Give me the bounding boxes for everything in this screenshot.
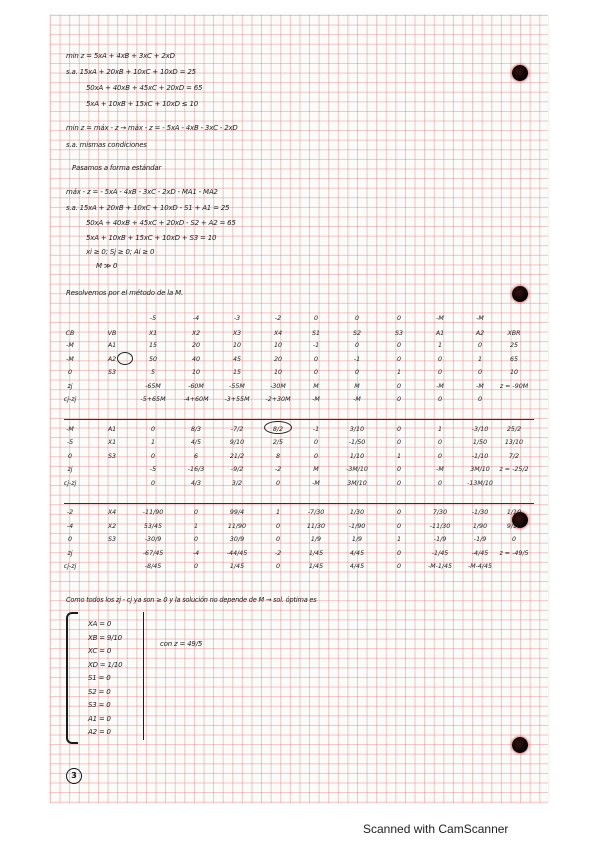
table-cell: 0 <box>396 315 402 322</box>
table-cell: 0 <box>396 563 402 570</box>
table-cell: 3/2 <box>231 479 243 487</box>
table-cell: -1 <box>312 425 320 433</box>
table-cell: 0 <box>396 425 402 433</box>
table-cell: -13M/10 <box>467 479 493 487</box>
solution-item: S1 = 0 <box>88 674 111 682</box>
table-cell: 0 <box>437 355 443 363</box>
table-cell: -1 <box>312 342 320 349</box>
table-cell: 50 <box>148 355 158 363</box>
table-cell: -1/9 <box>473 536 487 543</box>
table-cell: 2/5 <box>272 439 284 446</box>
table-cell: S3 <box>107 536 117 543</box>
table-cell: -5 <box>66 439 74 446</box>
table-cell: 0 <box>313 355 319 363</box>
table-cell: 25 <box>509 342 519 349</box>
table-cell: 0 <box>275 536 281 543</box>
table-cell: -55M <box>229 382 245 390</box>
table-cell: cj-zj <box>63 479 77 487</box>
table-cell: 11/90 <box>227 522 247 530</box>
table-cell: 4/45 <box>349 563 365 570</box>
table-cell: A2 <box>475 330 485 337</box>
table-cell: 0 <box>313 315 319 322</box>
table-cell: A2 <box>107 355 117 363</box>
table-cell: 8/3 <box>190 425 202 433</box>
table-cell: 65 <box>509 355 519 363</box>
table-cell: VB <box>107 330 117 337</box>
table-cell: -1/30 <box>471 509 489 516</box>
table-cell: 0 <box>396 509 402 516</box>
table-cell: -4/45 <box>471 549 489 557</box>
table-cell: -67/45 <box>142 549 164 557</box>
table-cell: -M-4/45 <box>467 563 493 570</box>
table-cell: -30/9 <box>144 536 162 543</box>
table-cell: 1 <box>477 355 483 363</box>
table-cell: 1/45 <box>308 549 324 557</box>
section-heading: Resolvemos por el método de la M. <box>66 289 183 297</box>
table-cell: X3 <box>232 330 242 337</box>
table-cell: 3/10 <box>349 425 365 433</box>
table-cell: 0 <box>437 452 443 460</box>
table-cell: -1 <box>353 355 361 363</box>
binder-hole-icon <box>512 286 528 302</box>
table-cell: 0 <box>396 466 402 473</box>
table-cell: -M <box>312 479 320 487</box>
scanner-watermark: Scanned with CamScanner <box>363 822 509 836</box>
table-divider <box>64 503 534 504</box>
table-cell: 53/45 <box>143 522 163 530</box>
table-cell: 3M/10 <box>470 466 490 473</box>
table-cell: -65M <box>145 382 161 390</box>
optimal-value: con z = 49/5 <box>160 640 203 648</box>
table-cell: 1/10 <box>349 452 365 460</box>
table-cell: -M <box>312 396 320 403</box>
table-cell: -1/90 <box>348 522 366 530</box>
table-cell: -44/45 <box>226 549 248 557</box>
table-cell: X2 <box>191 330 201 337</box>
table-cell: -M <box>476 315 484 322</box>
table-cell: 1 <box>275 509 281 516</box>
table-cell: S3 <box>107 369 117 376</box>
table-cell: 4/45 <box>349 549 365 557</box>
solution-item: XD = 1/10 <box>88 660 123 669</box>
solution-item: A1 = 0 <box>88 714 111 723</box>
table-cell: 20 <box>191 342 201 349</box>
table-cell: 0 <box>150 452 156 460</box>
table-cell: 0 <box>437 396 443 403</box>
table-cell: 1/50 <box>472 439 488 446</box>
table-cell: -2+30M <box>265 396 291 403</box>
table-cell: 0 <box>67 452 73 460</box>
table-cell: -8/45 <box>144 563 162 570</box>
table-cell: -4 <box>192 315 200 322</box>
table-cell: S1 <box>311 330 321 337</box>
solution-item: XC = 0 <box>88 647 112 655</box>
standard-form-line: 50xA + 40xB + 45xC + 20xD - S2 + A2 = 65 <box>86 219 236 227</box>
solution-item: A2 = 0 <box>88 728 111 736</box>
table-cell: 1 <box>396 536 402 543</box>
table-cell: 0 <box>313 369 319 376</box>
table-cell: 8 <box>275 452 281 460</box>
table-cell: 9/10 <box>506 522 522 530</box>
table-cell: 1/45 <box>308 563 324 570</box>
constraint-line: 50xA + 40xB + 45xC + 20xD = 65 <box>86 84 203 92</box>
table-cell: S3 <box>107 452 117 460</box>
solution-item: S2 = 0 <box>88 687 111 696</box>
page-number: 3 <box>66 768 82 784</box>
table-cell: 0 <box>67 536 73 543</box>
table-cell: A1 <box>107 425 117 433</box>
table-cell: A1 <box>107 342 117 349</box>
table-cell: -3/10 <box>471 425 489 433</box>
table-cell: -2 <box>274 466 282 473</box>
constraint-line: 5xA + 10xB + 15xC + 10xD ≤ 10 <box>86 100 198 108</box>
table-cell: 8/2 <box>272 425 284 433</box>
table-cell: -M <box>66 342 74 349</box>
table-cell: 10 <box>273 342 283 349</box>
table-cell: -60M <box>188 382 204 390</box>
table-cell: 0 <box>396 396 402 403</box>
table-cell: 0 <box>396 355 402 363</box>
table-cell: -M <box>66 425 74 433</box>
table-cell: -16/3 <box>187 466 205 473</box>
table-cell: 15 <box>148 342 158 349</box>
table-cell: 1/9 <box>310 536 322 543</box>
table-cell: 0 <box>477 342 483 349</box>
solution-item: XA = 0 <box>88 620 112 628</box>
table-cell: 1/90 <box>472 522 488 530</box>
table-cell: -30M <box>270 382 286 390</box>
table-cell: 0 <box>150 479 156 487</box>
table-cell: -M <box>436 382 444 390</box>
table-cell: 0 <box>354 315 360 322</box>
table-cell: 10 <box>273 369 283 376</box>
table-cell: 0 <box>193 563 199 570</box>
table-cell: -3 <box>233 315 241 322</box>
table-divider <box>64 419 534 420</box>
table-cell: 0 <box>477 396 483 403</box>
table-cell: -3+55M <box>224 396 250 403</box>
section-heading: Pasamos a forma estándar <box>72 164 162 172</box>
table-cell: -M-1/45 <box>427 563 453 570</box>
table-cell: cj-zj <box>63 396 77 403</box>
table-cell: 4/3 <box>190 479 202 487</box>
table-cell: 1 <box>396 369 402 376</box>
table-cell: 3M/10 <box>347 479 367 487</box>
table-cell: 1 <box>150 439 156 446</box>
table-cell: 21/2 <box>229 452 245 460</box>
table-cell: 40 <box>191 355 201 363</box>
table-cell: XBR <box>507 330 521 337</box>
table-cell: z = -49/5 <box>499 549 529 557</box>
table-cell: zj <box>67 466 73 473</box>
solution-brace <box>66 612 78 744</box>
conversion-line: min z = máx - z → máx - z = - 5xA - 4xB - 3xC - 2xD <box>66 124 238 132</box>
constraint-line: s.a. 15xA + 20xB + 10xC + 10xD = 25 <box>66 68 196 76</box>
table-cell: 1/45 <box>229 563 245 570</box>
table-cell: 9/10 <box>229 439 245 446</box>
table-cell: -4 <box>66 522 74 530</box>
table-cell: -2 <box>66 509 74 516</box>
table-cell: A1 <box>435 330 445 337</box>
table-cell: 0 <box>396 439 402 446</box>
table-cell: 0 <box>396 549 402 557</box>
solution-bracket <box>138 612 144 740</box>
table-cell: -5+65M <box>140 396 166 403</box>
table-cell: 0 <box>354 369 360 376</box>
table-cell: X2 <box>107 522 117 530</box>
table-cell: -2 <box>274 549 282 557</box>
table-cell: 1/30 <box>349 509 365 516</box>
standard-form-line: M ≫ 0 <box>96 262 118 270</box>
table-cell: 1 <box>193 522 199 530</box>
table-cell: 0 <box>511 536 517 543</box>
table-cell: zj <box>67 382 73 390</box>
table-cell: X1 <box>107 439 117 446</box>
table-cell: X4 <box>273 330 283 337</box>
table-cell: M <box>313 466 319 473</box>
table-cell: -3M/10 <box>346 466 368 473</box>
table-cell: 0 <box>275 563 281 570</box>
table-cell: cj-zj <box>63 563 77 570</box>
table-cell: 1 <box>437 342 443 349</box>
table-cell: 4/5 <box>190 439 202 446</box>
table-cell: 0 <box>313 452 319 460</box>
table-cell: 1/10 <box>506 509 522 516</box>
table-cell: 0 <box>396 522 402 530</box>
pivot-circle <box>264 421 292 434</box>
table-cell: 13/10 <box>504 439 524 446</box>
table-cell: 0 <box>437 439 443 446</box>
table-cell: -11/90 <box>142 509 164 516</box>
table-cell: X4 <box>107 509 117 516</box>
table-cell: 7/30 <box>432 509 448 516</box>
standard-form-line: 5xA + 10xB + 15xC + 10xD + S3 = 10 <box>86 234 217 242</box>
table-cell: 45 <box>232 355 242 363</box>
table-cell: 5 <box>150 369 156 376</box>
table-cell: z = -90M <box>499 382 529 390</box>
table-cell: CB <box>65 330 75 337</box>
table-cell: 0 <box>477 369 483 376</box>
table-cell: 1 <box>437 425 443 433</box>
standard-form-line: xi ≥ 0; Sj ≥ 0; Ai ≥ 0 <box>86 248 155 256</box>
table-cell: 6 <box>193 452 199 460</box>
table-cell: 20 <box>273 355 283 363</box>
binder-hole-icon <box>512 65 528 81</box>
table-cell: -4+60M <box>183 396 209 403</box>
table-cell: 0 <box>354 342 360 349</box>
table-cell: 0 <box>313 439 319 446</box>
table-cell: -M <box>436 466 444 473</box>
table-cell: -M <box>436 315 444 322</box>
table-cell: 0 <box>275 479 281 487</box>
table-cell: 0 <box>396 479 402 487</box>
table-cell: -5 <box>149 466 157 473</box>
table-cell: -2 <box>274 315 282 322</box>
table-cell: 10 <box>232 342 242 349</box>
table-cell: 99/4 <box>229 509 245 516</box>
table-cell: -M <box>476 382 484 390</box>
table-cell: -7/30 <box>307 509 325 516</box>
table-cell: -1/10 <box>471 452 489 460</box>
table-cell: -M <box>353 396 361 403</box>
table-cell: S3 <box>394 330 404 337</box>
table-cell: M <box>354 382 360 390</box>
conclusion-text: Como todos los zj - cj ya son ≥ 0 y la solución no depende de M → sol. óptima es <box>66 596 317 604</box>
standard-form-line: s.a. 15xA + 20xB + 10xC + 10xD - S1 + A1 = 25 <box>66 204 230 212</box>
table-cell: -11/30 <box>429 522 451 530</box>
table-cell: -9/2 <box>230 466 244 473</box>
table-cell: 30/9 <box>229 536 245 543</box>
table-cell: 25/2 <box>506 425 522 433</box>
table-cell: S2 <box>352 330 362 337</box>
table-cell: 1/9 <box>351 536 363 543</box>
table-cell: -5 <box>149 315 157 322</box>
table-cell: 0 <box>396 382 402 390</box>
table-cell: -7/2 <box>230 425 244 433</box>
table-cell: 11/30 <box>306 522 326 530</box>
solution-item: S3 = 0 <box>88 701 111 709</box>
table-cell: M <box>313 382 319 390</box>
table-cell: 10 <box>509 369 519 376</box>
table-cell: -1/45 <box>431 549 449 557</box>
table-cell: 0 <box>275 522 281 530</box>
table-cell: z = -25/2 <box>499 466 529 473</box>
table-cell: -1/9 <box>433 536 447 543</box>
conversion-line: s.a. mismas condiciones <box>66 141 147 149</box>
table-cell: zj <box>67 549 73 557</box>
table-cell: 0 <box>193 509 199 516</box>
table-cell: 0 <box>150 425 156 433</box>
table-cell: 15 <box>232 369 242 376</box>
pivot-circle <box>117 352 133 365</box>
binder-hole-icon <box>512 737 528 753</box>
table-cell: -M <box>66 355 74 363</box>
table-cell: 7/2 <box>508 452 520 460</box>
table-cell: X1 <box>148 330 158 337</box>
table-cell: -1/50 <box>348 439 366 446</box>
standard-form-line: máx - z = - 5xA - 4xB - 3xC - 2xD - MA1 - MA2 <box>66 188 218 196</box>
table-cell: -4 <box>192 549 200 557</box>
solution-item: XB = 9/10 <box>88 633 122 642</box>
table-cell: 0 <box>193 536 199 543</box>
table-cell: 1 <box>396 452 402 460</box>
table-cell: 0 <box>396 342 402 349</box>
grid-paper-sheet <box>50 15 548 803</box>
table-cell: 0 <box>67 369 73 376</box>
table-cell: 0 <box>437 369 443 376</box>
objective-function: min z = 5xA + 4xB + 3xC + 2xD <box>66 52 175 60</box>
table-cell: 10 <box>191 369 201 376</box>
table-cell: 0 <box>437 479 443 487</box>
